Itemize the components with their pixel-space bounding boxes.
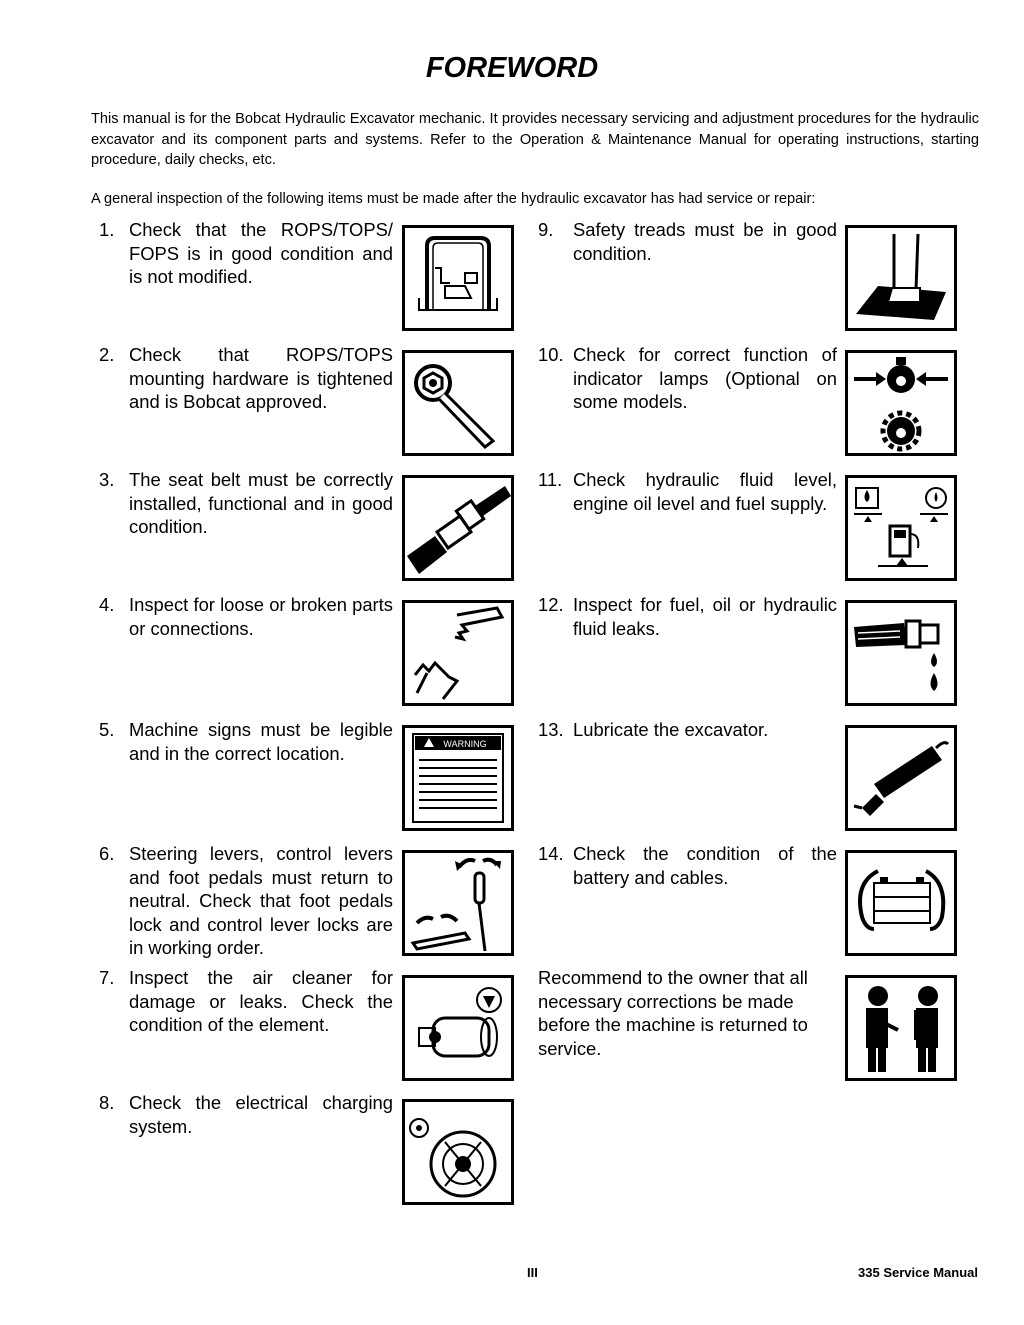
recommend-text: Recommend to the owner that all necessary corrections be made before the machine is returned to service. bbox=[538, 967, 808, 1059]
battery-icon bbox=[845, 850, 957, 956]
item-text: Lubricate the excavator. bbox=[573, 719, 769, 740]
item-number: 14. bbox=[538, 843, 564, 864]
item-text: Safety treads must be in good condition. bbox=[573, 219, 837, 264]
item-number: 9. bbox=[538, 219, 554, 240]
item-number: 1. bbox=[99, 219, 115, 240]
warning-sign-icon bbox=[402, 725, 514, 831]
wrench-icon bbox=[402, 350, 514, 456]
item-number: 10. bbox=[538, 344, 564, 365]
item-text: Inspect for fuel, oil or hydraulic fluid leaks. bbox=[573, 594, 837, 639]
item-number: 5. bbox=[99, 719, 115, 740]
grease-gun-icon bbox=[845, 725, 957, 831]
item-number: 2. bbox=[99, 344, 115, 365]
item-number: 12. bbox=[538, 594, 564, 615]
item-text: Inspect the air cleaner for damage or leaks. Check the condition of the element. bbox=[129, 967, 393, 1035]
owner-mechanic-icon bbox=[845, 975, 957, 1081]
indicator-lamps-icon bbox=[845, 350, 957, 456]
rops-cab-icon bbox=[402, 225, 514, 331]
item-text: Check that the ROPS/TOPS/ FOPS is in good condition and is not modified. bbox=[129, 219, 393, 287]
air-cleaner-icon bbox=[402, 975, 514, 1081]
manual-name: 335 Service Manual bbox=[858, 1265, 978, 1280]
warning-label: WARNING bbox=[443, 739, 487, 749]
broken-part-icon bbox=[402, 600, 514, 706]
item-text: Machine signs must be legible and in the correct location. bbox=[129, 719, 393, 764]
item-text: Steering levers, control levers and foot pedals must return to neutral. Check that foot pedals lock and control lever locks are in working order. bbox=[129, 843, 393, 958]
item-number: 13. bbox=[538, 719, 564, 740]
item-text: Check for correct function of indicator lamps (Optional on some models. bbox=[573, 344, 837, 412]
item-number: 6. bbox=[99, 843, 115, 864]
item-number: 7. bbox=[99, 967, 115, 988]
item-text: Inspect for loose or broken parts or connections. bbox=[129, 594, 393, 639]
item-text: Check the condition of the battery and cables. bbox=[573, 843, 837, 888]
item-text: The seat belt must be correctly installed, functional and in good condition. bbox=[129, 469, 393, 537]
item-number: 3. bbox=[99, 469, 115, 490]
item-text: Check that ROPS/TOPS mounting hardware is tightened and is Bobcat approved. bbox=[129, 344, 393, 412]
page-title: FOREWORD bbox=[425, 52, 599, 84]
page-number: III bbox=[527, 1265, 538, 1280]
item-number: 11. bbox=[538, 469, 563, 490]
seat-belt-icon bbox=[402, 475, 514, 581]
levers-pedals-icon bbox=[402, 850, 514, 956]
item-text: Check the electrical charging system. bbox=[129, 1092, 393, 1137]
hose-leak-icon bbox=[845, 600, 957, 706]
intro-paragraph: This manual is for the Bobcat Hydraulic Excavator mechanic. It provides necessary servicing and adjustment procedures for the hydraulic excavator and its component parts and systems. Refer to the Operation & Maintenance Manual for operating instructions, starting procedure, daily checks, etc. bbox=[91, 111, 979, 168]
item-number: 8. bbox=[99, 1092, 115, 1113]
item-text: Check hydraulic fluid level, engine oil level and fuel supply. bbox=[573, 469, 837, 514]
inspection-intro: A general inspection of the following items must be made after the hydraulic excavator has had service or repair: bbox=[91, 191, 816, 207]
safety-tread-icon bbox=[845, 225, 957, 331]
item-number: 4. bbox=[99, 594, 115, 615]
alternator-icon bbox=[402, 1099, 514, 1205]
fluid-levels-icon bbox=[845, 475, 957, 581]
